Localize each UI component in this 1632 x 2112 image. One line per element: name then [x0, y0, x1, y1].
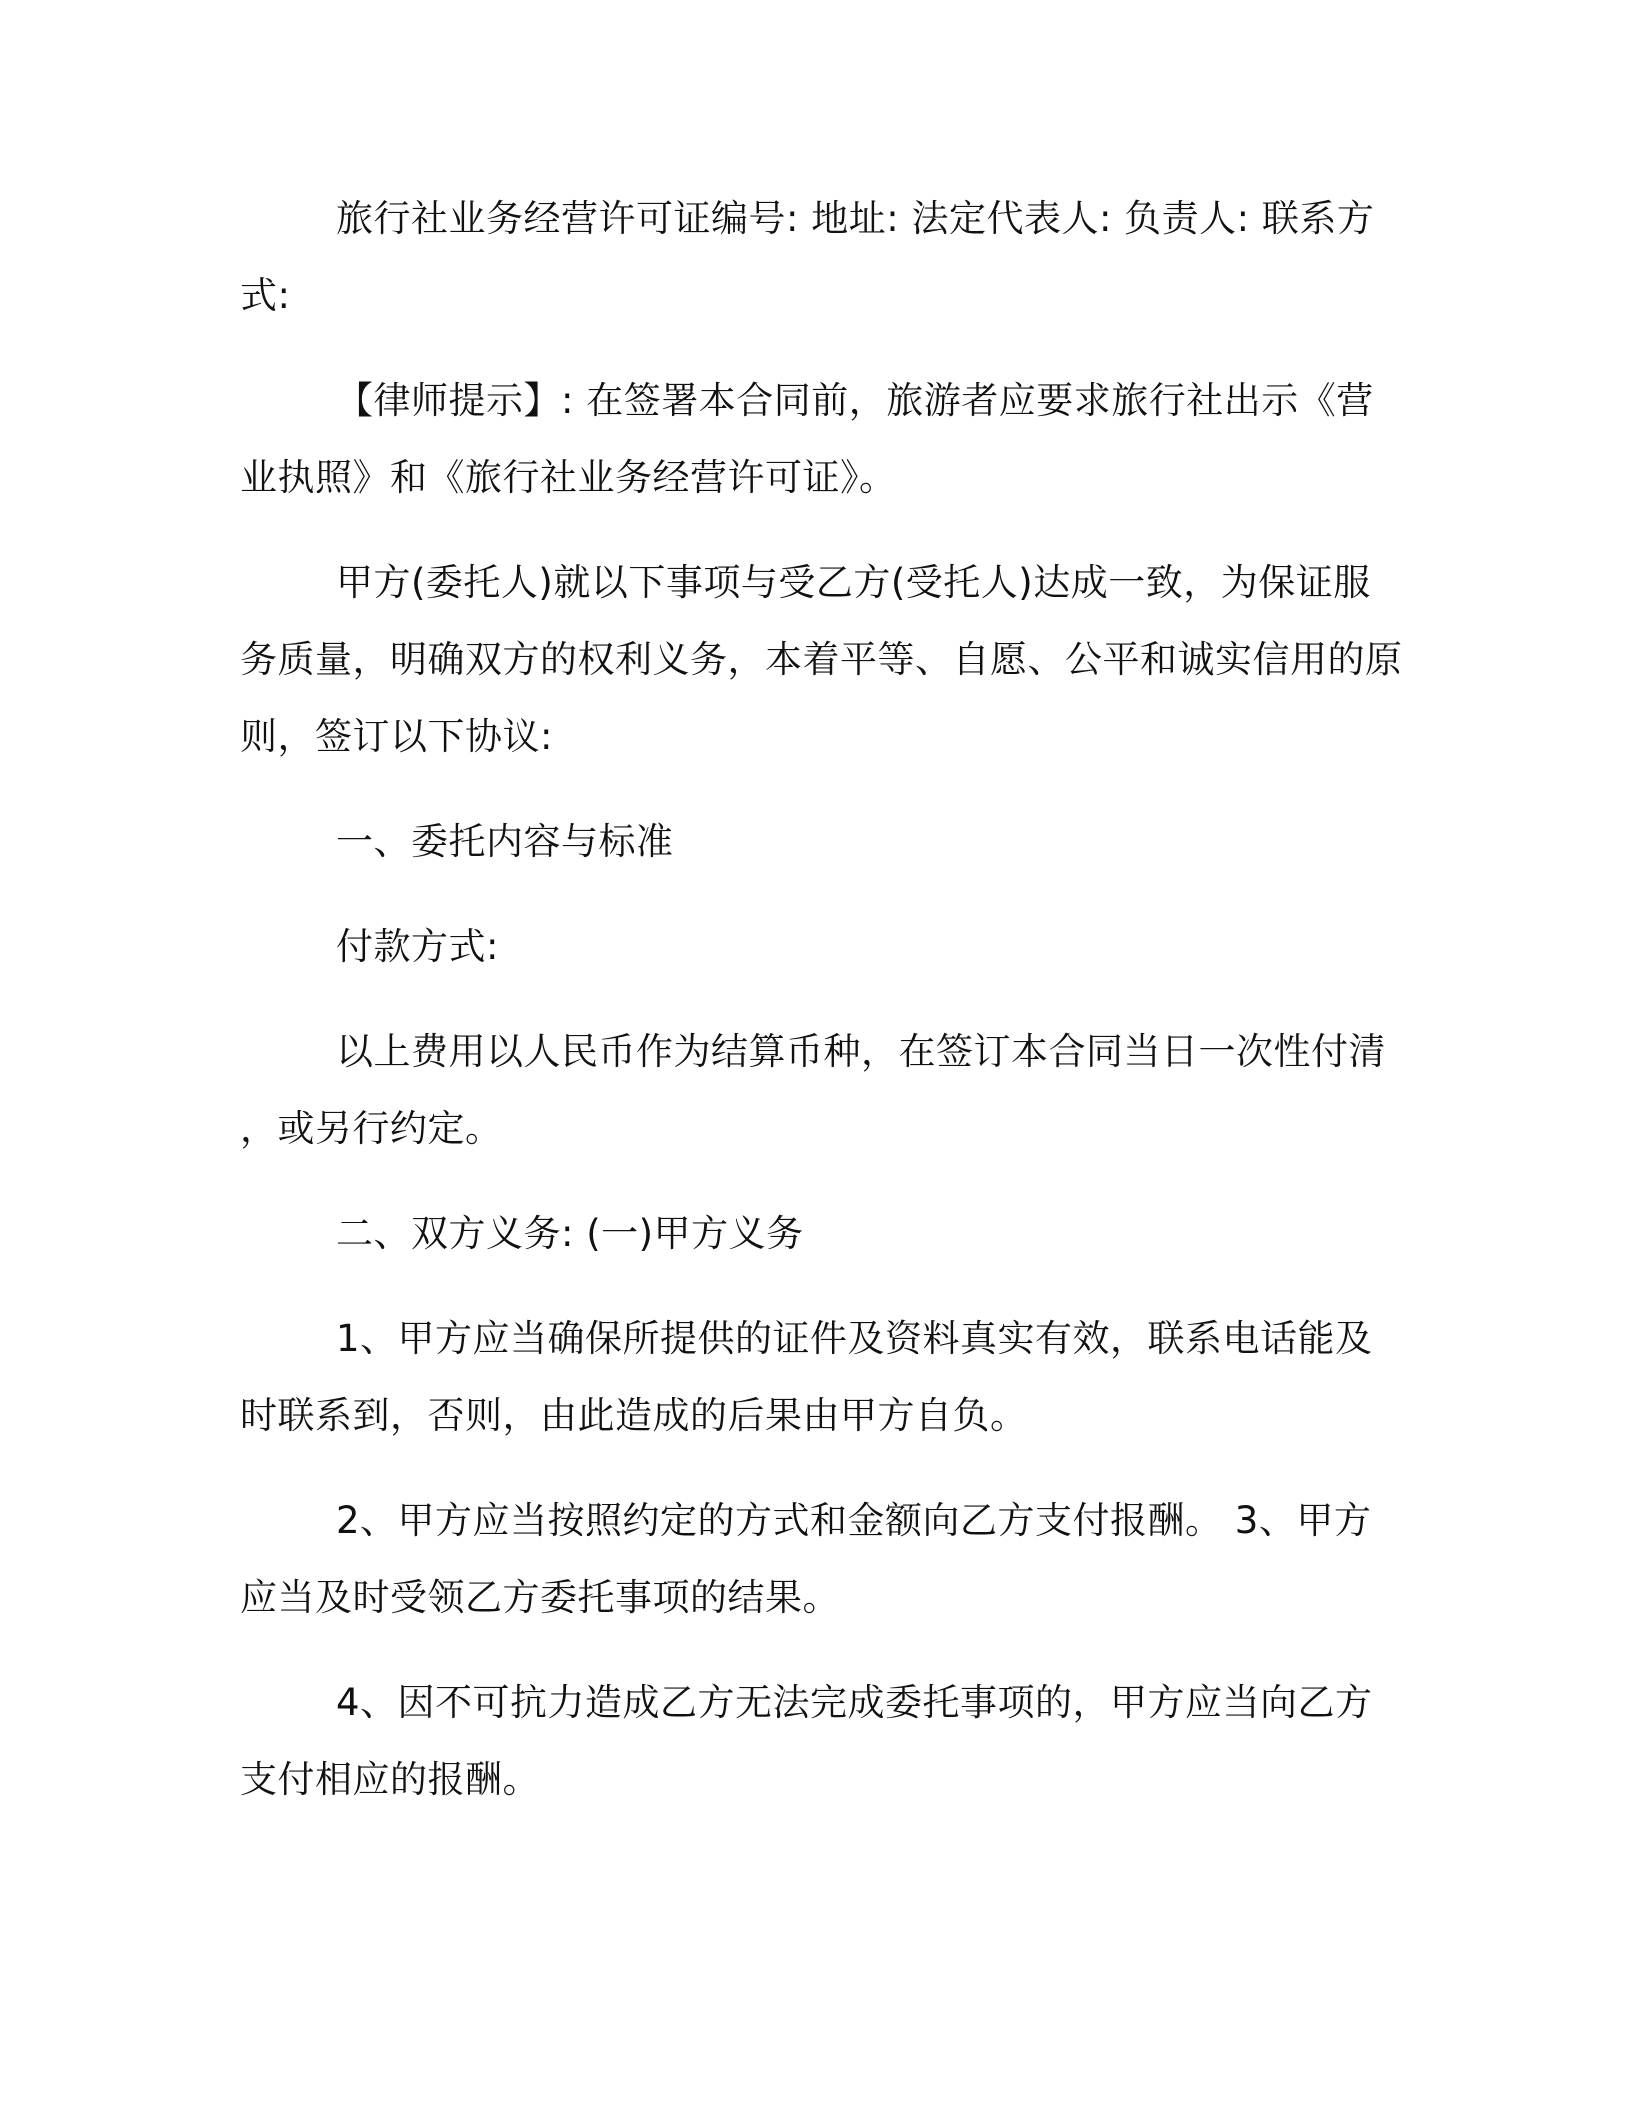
paragraph-payment-method: 付款方式: [336, 925, 499, 968]
section-heading-obligations: 二、双方义务: (一)甲方义务 [336, 1212, 804, 1255]
section-heading-entrust-content: 一、委托内容与标准 [336, 820, 674, 863]
obligation-item-4: 4、因不可抗力造成乙方无法完成委托事项的，甲方应当向乙方支付相应的报酬。 [240, 1681, 1373, 1801]
paragraph-license-info: 旅行社业务经营许可证编号: 地址: 法定代表人: 负责人: 联系方式: [240, 197, 1375, 317]
obligation-item-1: 1、甲方应当确保所提供的证件及资料真实有效，联系电话能及时联系到，否则，由此造成的后果由甲方自负。 [240, 1317, 1373, 1437]
paragraph-settlement-currency: 以上费用以人民币作为结算币种，在签订本合同当日一次性付清，或另行约定。 [240, 1030, 1386, 1150]
document-body [240, 180, 1405, 1846]
paragraph-agreement-intro: 甲方(委托人)就以下事项与受乙方(受托人)达成一致，为保证服务质量，明确双方的权利义务，本着平等、自愿、公平和诚实信用的原则，签订以下协议: [240, 561, 1403, 758]
obligation-item-2-3: 2、甲方应当按照约定的方式和金额向乙方支付报酬。 3、甲方应当及时受领乙方委托事项的结果。 [240, 1499, 1372, 1619]
paragraph-lawyer-tip: 【律师提示】: 在签署本合同前，旅游者应要求旅行社出示《营业执照》和《旅行社业务经营许可证》。 [240, 379, 1374, 499]
